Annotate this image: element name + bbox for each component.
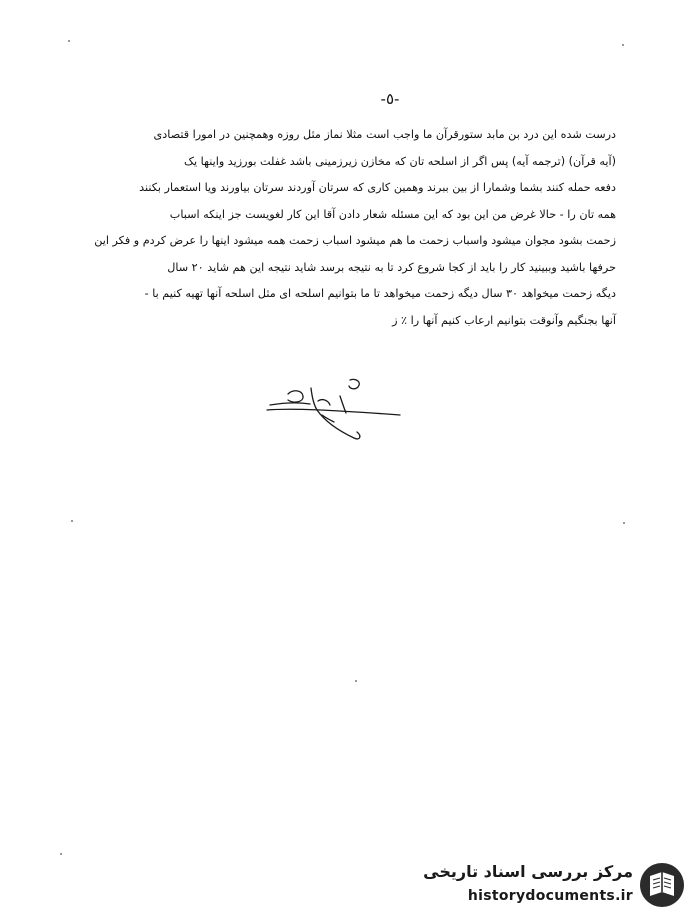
stylized-book-logo-icon bbox=[638, 860, 686, 910]
handwritten-signature bbox=[262, 372, 412, 452]
text-line: (آیه قرآن) (ترجمه آیه) پس اگر از اسلحه تان که مخازن زیرزمینی باشد غفلت بورزید واینها یک bbox=[183, 154, 616, 168]
text-line: همه تان را - حالا غرض من این بود که این مسئله شعار دادن آقا این کار لغویست جز اینکه اسباب bbox=[169, 207, 616, 221]
text-line: درست شده این درد بن مابد ستورقرآن ما واجب است مثلا نماز مثل روزه وهمچنین در امورا قتصادی bbox=[153, 128, 616, 141]
watermark-url: historydocuments.ir bbox=[467, 888, 633, 904]
document-body bbox=[58, 122, 616, 334]
archive-watermark bbox=[418, 858, 688, 913]
text-line: دیگه زحمت میخواهد ۳۰ سال دیگه زحمت میخواهد تا ما بتوانیم اسلحه ای مثل اسلحه آنها تهیه کنیم با - bbox=[144, 287, 616, 300]
text-line: زحمت بشود مجوان میشود واسباب زحمت ما هم میشود اسباب زحمت همه میشود اینها را عرض کردم و فکر این bbox=[94, 234, 616, 247]
text-line: آنها بجنگیم وآنوقت بتوانیم ارعاب کنیم آنها را ٪ ز bbox=[392, 313, 616, 327]
text-line: حرفها باشید وببینید کار را باید از کجا شروع کرد تا به نتیجه برسد شاید نتیجه این هم شاید ۲۰ سال bbox=[167, 260, 616, 274]
watermark-title: مرکز بررسی اسناد تاریخی bbox=[423, 862, 633, 881]
page-number: -٥- bbox=[380, 90, 400, 108]
text-line: دفعه حمله کنند بشما وشمارا از بین ببرند وهمین کاری که سرتان آوردند سرتان بیاورند ویا استعمار بکنند bbox=[139, 181, 616, 194]
